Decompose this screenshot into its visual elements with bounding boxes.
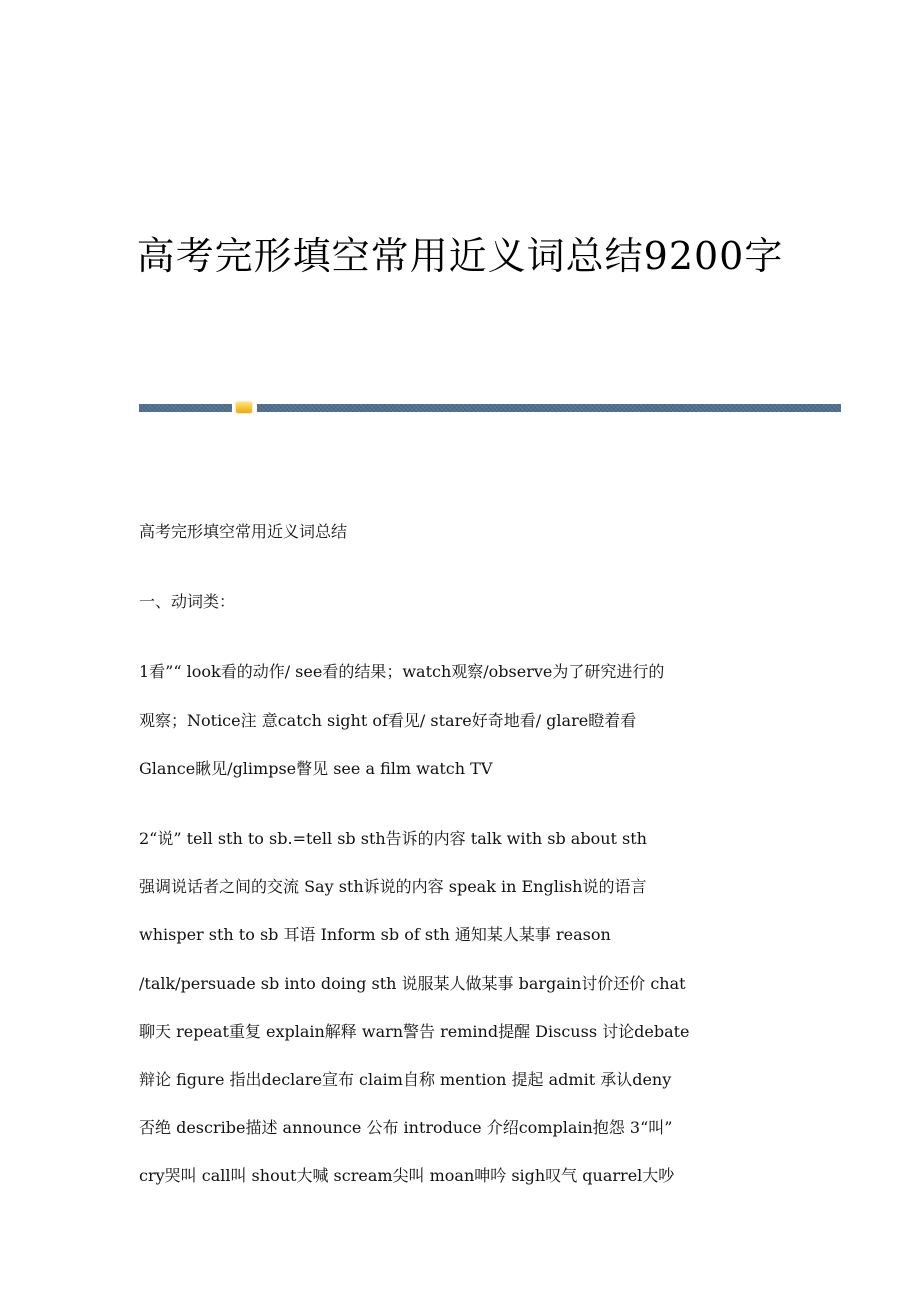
text-line: 聊天 repeat重复 explain解释 warn警告 remind提醒 Discuss 讨论debate bbox=[139, 1021, 690, 1041]
text-line: whisper sth to sb 耳语 Inform sb of sth 通知某人某事 reason bbox=[139, 925, 611, 945]
text-line: 观察；Notice注 意catch sight of看见/ stare好奇地看/ glare瞪着看 bbox=[139, 710, 637, 730]
title-divider bbox=[139, 402, 841, 414]
document-title: 高考完形填空常用近义词总结9200字 bbox=[136, 234, 784, 278]
paragraph-look bbox=[139, 648, 789, 793]
divider-bar-right bbox=[257, 404, 841, 412]
text-line: 强调说话者之间的交流 Say sth诉说的内容 speak in English说的语言 bbox=[139, 877, 647, 897]
text-line: 1看”“ look看的动作/ see看的结果；watch观察/observe为了研究进行的 bbox=[139, 662, 665, 682]
text-line: /talk/persuade sb into doing sth 说服某人做某事 bargain讨价还价 chat bbox=[139, 973, 686, 993]
text-line: cry哭叫 call叫 shout大喊 scream尖叫 moan呻吟 sigh叹气 quarrel大吵 bbox=[139, 1166, 675, 1186]
divider-bar-left bbox=[139, 404, 232, 412]
section-heading: 一、动词类： bbox=[139, 592, 236, 612]
text-line: 否绝 describe描述 announce 公布 introduce 介绍complain抱怨 3“叫” bbox=[139, 1118, 673, 1138]
text-line: Glance瞅见/glimpse瞥见 see a film watch TV bbox=[139, 758, 493, 778]
text-line: 2“说” tell sth to sb.=tell sb sth告诉的内容 talk with sb about sth bbox=[139, 829, 647, 849]
document-body bbox=[139, 508, 789, 1201]
paragraph-say bbox=[139, 815, 789, 1201]
text-line: 辩论 figure 指出declare宣布 claim自称 mention 提起 admit 承认deny bbox=[139, 1070, 672, 1090]
gold-ornament-icon bbox=[236, 402, 252, 413]
document-subtitle: 高考完形填空常用近义词总结 bbox=[139, 522, 348, 541]
